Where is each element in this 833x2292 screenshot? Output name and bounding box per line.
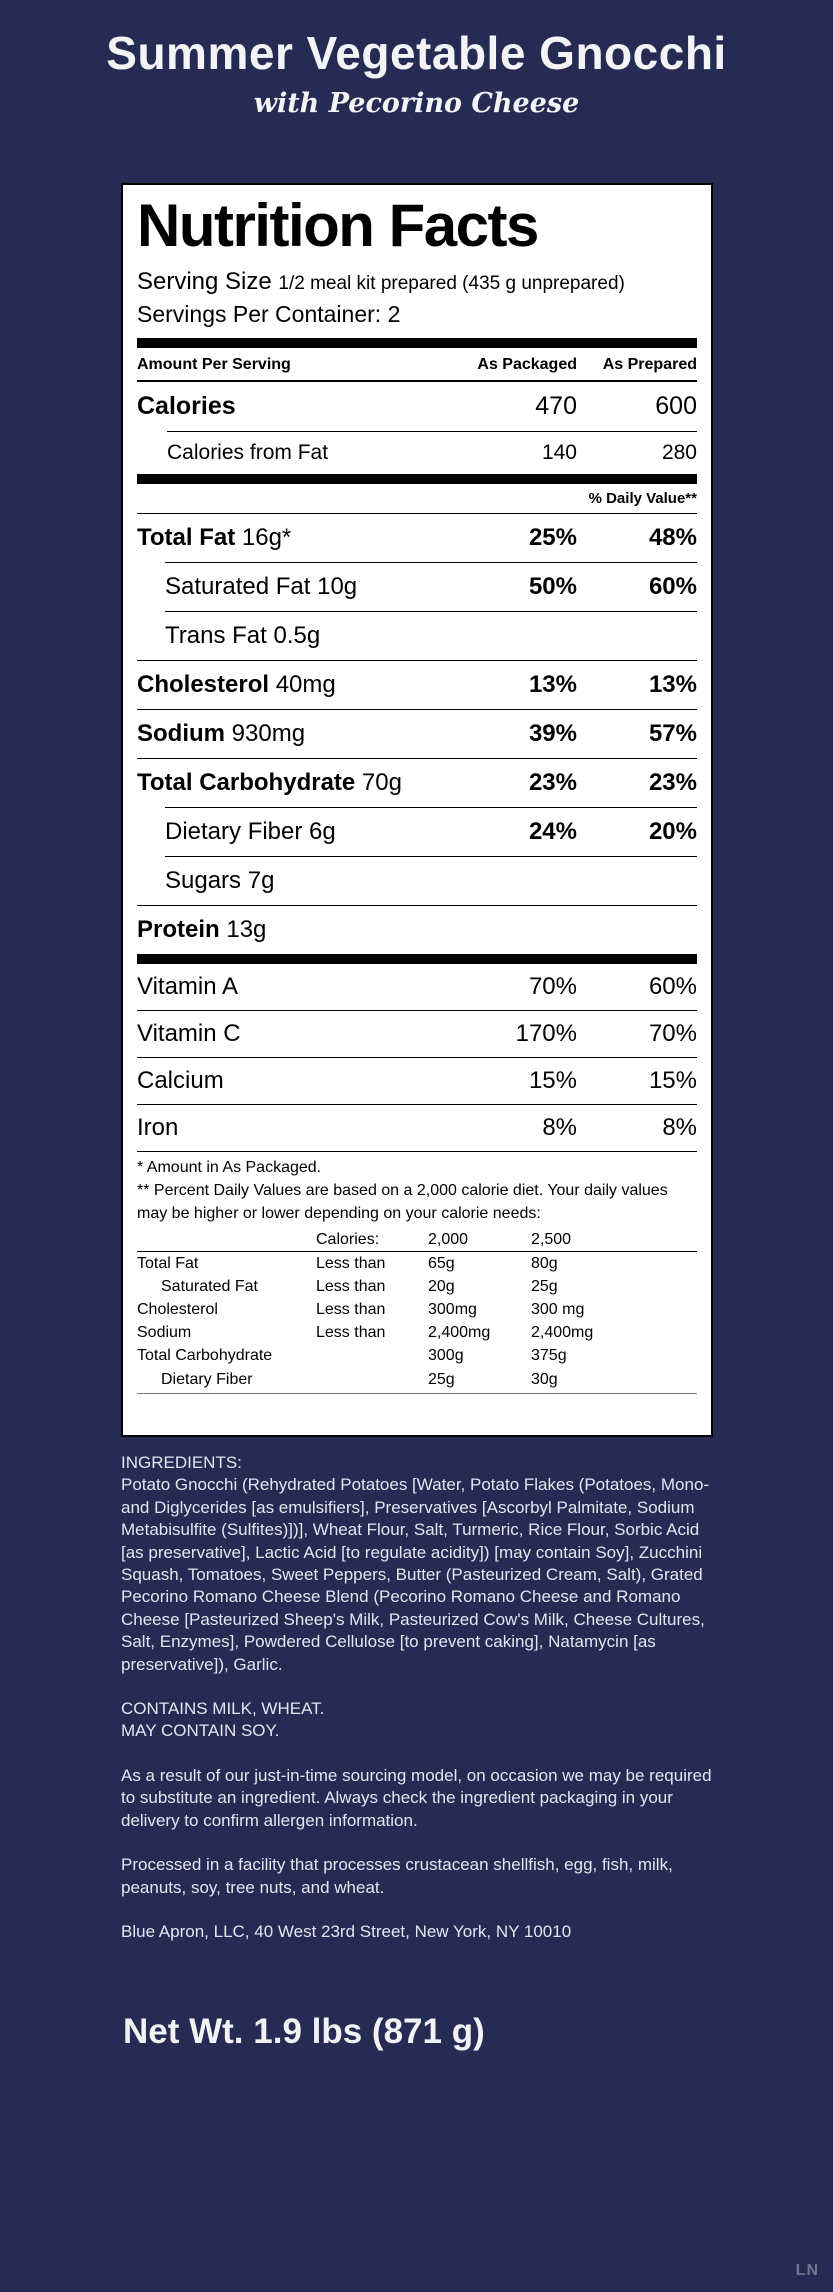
hero-header [0, 26, 833, 119]
nutrient-amount: 40mg [275, 671, 336, 699]
nutrient-name: Saturated Fat [165, 573, 311, 601]
daily-value-header: % Daily Value** [588, 490, 697, 508]
nutrient-name: Total Carbohydrate [137, 769, 356, 797]
calories-label: Calories [137, 392, 236, 421]
vitamin-packaged-pct: 170% [515, 1020, 577, 1048]
vitamin-prepared-pct: 70% [648, 1020, 697, 1048]
daily-values-table-row [137, 1252, 697, 1275]
dvt-header-2500: 2,500 [531, 1230, 572, 1248]
contains-statement: CONTAINS MILK, WHEAT. [121, 1699, 325, 1719]
daily-values-table-row [137, 1321, 697, 1344]
dvt-value-2500: 30g [531, 1370, 558, 1388]
dvt-nutrient: Sodium [137, 1324, 192, 1342]
nutrient-packaged-pct: 13% [528, 671, 577, 699]
dvt-qualifier [316, 1368, 428, 1391]
servings-per-container: Servings Per Container: 2 [137, 301, 401, 328]
divider-thick-bar [137, 474, 697, 484]
amount-per-serving-header: Amount Per Serving [137, 356, 291, 374]
divider-thick-bar [137, 954, 697, 964]
vitamin-row [137, 964, 697, 1010]
dvt-value-2000: 20g [428, 1277, 455, 1295]
daily-values-table-row [137, 1368, 697, 1391]
nutrient-amount: 0.5g [273, 622, 321, 650]
dvt-header-2000: 2,000 [428, 1230, 469, 1248]
calories-packaged: 470 [535, 392, 577, 421]
dvt-value-2000: 25g [428, 1370, 455, 1388]
nutrient-packaged-pct: 25% [528, 524, 577, 552]
vitamin-packaged-pct: 70% [528, 973, 577, 1001]
nutrient-packaged-pct: 23% [528, 769, 577, 797]
product-title: Summer Vegetable Gnocchi [106, 27, 727, 79]
may-contain-statement: MAY CONTAIN SOY. [121, 1721, 280, 1741]
nutrient-row [165, 611, 697, 660]
nutrient-name: Sodium [137, 720, 225, 748]
dvt-value-2000: 300mg [428, 1301, 477, 1319]
nutrient-row [137, 905, 697, 954]
nutrient-prepared-pct: 20% [648, 818, 697, 846]
serving-size-value: 1/2 meal kit prepared (435 g unprepared) [278, 273, 625, 295]
dvt-value-2500: 80g [531, 1254, 558, 1272]
daily-values-table-row [137, 1275, 697, 1298]
daily-values-table-header [137, 1228, 697, 1252]
nutrient-row [137, 709, 697, 758]
vitamin-prepared-pct: 8% [662, 1114, 697, 1142]
daily-values-table-row [137, 1298, 697, 1321]
dvt-nutrient: Total Carbohydrate [137, 1347, 273, 1365]
nutrient-prepared-pct: 48% [648, 524, 697, 552]
nutrient-row [165, 807, 697, 856]
net-weight: Net Wt. 1.9 lbs (871 g) [123, 2012, 485, 2051]
vitamin-packaged-pct: 15% [528, 1067, 577, 1095]
divider-thick-bar [137, 338, 697, 348]
footnotes [137, 1151, 697, 1225]
vitamin-name: Calcium [137, 1067, 224, 1095]
serving-size-line [137, 267, 697, 297]
nutrient-prepared-pct: 23% [648, 769, 697, 797]
nutrient-amount: 70g [361, 769, 402, 797]
nutrient-amount: 16g* [241, 524, 292, 552]
dvt-value-2000: 65g [428, 1254, 455, 1272]
nutrient-packaged-pct: 24% [528, 818, 577, 846]
dvt-value-2500: 25g [531, 1277, 558, 1295]
serving-size-label: Serving Size [137, 268, 272, 296]
nutrient-row [165, 856, 697, 905]
vitamin-prepared-pct: 15% [648, 1067, 697, 1095]
dvt-header-blank [137, 1228, 316, 1251]
calories-from-fat-prepared: 280 [661, 441, 697, 465]
calories-from-fat-packaged: 140 [541, 441, 577, 465]
watermark-ln: LN [795, 2262, 819, 2279]
as-prepared-header: As Prepared [602, 356, 697, 374]
vitamin-row [137, 1010, 697, 1057]
dvt-qualifier: Less than [316, 1301, 386, 1319]
daily-values-table-row [137, 1344, 697, 1367]
product-subtitle: with Pecorino Cheese [253, 88, 580, 119]
dvt-header-calories: Calories: [316, 1230, 380, 1248]
vitamin-packaged-pct: 8% [542, 1114, 577, 1142]
vitamin-row [137, 1057, 697, 1104]
facility-note: Processed in a facility that processes crustacean shellfish, egg, fish, milk, peanuts, soy, tree nuts, and wheat. [121, 1855, 673, 1897]
vitamin-name: Vitamin A [137, 973, 238, 1001]
column-header-row [137, 348, 697, 382]
nutrient-name: Protein [137, 916, 220, 944]
nutrient-amount: 7g [247, 867, 275, 895]
calories-prepared: 600 [655, 392, 697, 421]
nutrient-prepared-pct: 57% [648, 720, 697, 748]
dvt-qualifier: Less than [316, 1277, 386, 1295]
calories-from-fat-row [167, 431, 697, 474]
nutrient-amount: 10g [317, 573, 358, 601]
vitamin-prepared-pct: 60% [648, 973, 697, 1001]
nutrient-amount: 13g [226, 916, 267, 944]
nutrient-name: Sugars [165, 867, 242, 895]
nutrient-name: Dietary Fiber [165, 818, 303, 846]
nutrient-amount: 930mg [231, 720, 306, 748]
dvt-value-2000: 2,400mg [428, 1324, 491, 1342]
ingredients-body: Potato Gnocchi (Rehydrated Potatoes [Water, Potato Flakes (Potatoes, Mono- and Diglycerides [as emulsifiers], Preservatives [Ascorbyl Palmitate, Sodium Metabisulfite (Sulfites)])], Wheat Flour, Salt, Turmeric, Rice Flour, Sorbic Acid [as preservative], Lactic Acid [to regulate acidity]) [may contain Soy], Zucchini Squash, Tomatoes, Sweet Peppers, Butter (Pasteurized Cream, Salt), Grated Pecorino Romano Cheese Blend (Pecorino Romano Cheese and Romano Cheese [Pasteurized Sheep's Milk, Pasteurized Cow's Milk, Cheese Cultures, Salt, Enzymes], Powdered Cellulose [to prevent caking], Natamycin [as preservative]), Garlic. [121, 1475, 710, 1674]
nutrient-row [137, 660, 697, 709]
nutrient-packaged-pct: 39% [528, 720, 577, 748]
vitamin-row [137, 1104, 697, 1151]
nutrition-facts-title: Nutrition Facts [137, 192, 538, 259]
dvt-qualifier [316, 1344, 428, 1367]
vitamin-name: Iron [137, 1114, 179, 1142]
dvt-value-2500: 300 mg [531, 1301, 585, 1319]
dvt-nutrient: Total Fat [137, 1254, 199, 1272]
dvt-qualifier: Less than [316, 1324, 386, 1342]
nutrient-name: Cholesterol [137, 671, 270, 699]
ingredients-section [121, 1452, 723, 1965]
substitution-note: As a result of our just-in-time sourcing model, on occasion we may be required to substitute an ingredient. Always check the ingredient packaging in your delivery to confirm allergen information. [121, 1765, 712, 1830]
dvt-value-2000: 300g [428, 1347, 464, 1365]
dvt-qualifier: Less than [316, 1254, 386, 1272]
nutrient-row [137, 513, 697, 562]
nutrient-rows [137, 513, 697, 954]
nutrient-amount: 6g [309, 818, 336, 846]
nutrient-name: Total Fat [137, 524, 236, 552]
dvt-value-2500: 2,400mg [531, 1324, 594, 1342]
nutrient-name: Trans Fat [165, 622, 267, 650]
dvt-nutrient: Dietary Fiber [161, 1370, 253, 1388]
nutrient-row [165, 562, 697, 611]
daily-values-table [137, 1228, 697, 1394]
footnote-amount-note: * Amount in As Packaged. [137, 1159, 322, 1177]
nutrient-packaged-pct: 50% [528, 573, 577, 601]
vitamin-rows [137, 964, 697, 1151]
dvt-value-2500: 375g [531, 1347, 567, 1365]
daily-values-table-body [137, 1252, 697, 1394]
nutrient-prepared-pct: 60% [648, 573, 697, 601]
calories-from-fat-label: Calories from Fat [167, 441, 329, 465]
nutrition-facts-label [121, 183, 713, 1437]
company-address: Blue Apron, LLC, 40 West 23rd Street, New York, NY 10010 [121, 1921, 572, 1941]
vitamin-name: Vitamin C [137, 1020, 241, 1048]
dvt-nutrient: Cholesterol [137, 1301, 218, 1319]
calories-row [137, 382, 697, 431]
nutrient-row [137, 758, 697, 807]
as-packaged-header: As Packaged [477, 356, 577, 374]
nutrient-prepared-pct: 13% [648, 671, 697, 699]
dvt-nutrient: Saturated Fat [161, 1277, 258, 1295]
footnote-daily-value-note: ** Percent Daily Values are based on a 2,000 calorie diet. Your daily values may be higher or lower depending on your calorie needs: [137, 1182, 668, 1222]
ingredients-heading: INGREDIENTS: [121, 1453, 242, 1472]
